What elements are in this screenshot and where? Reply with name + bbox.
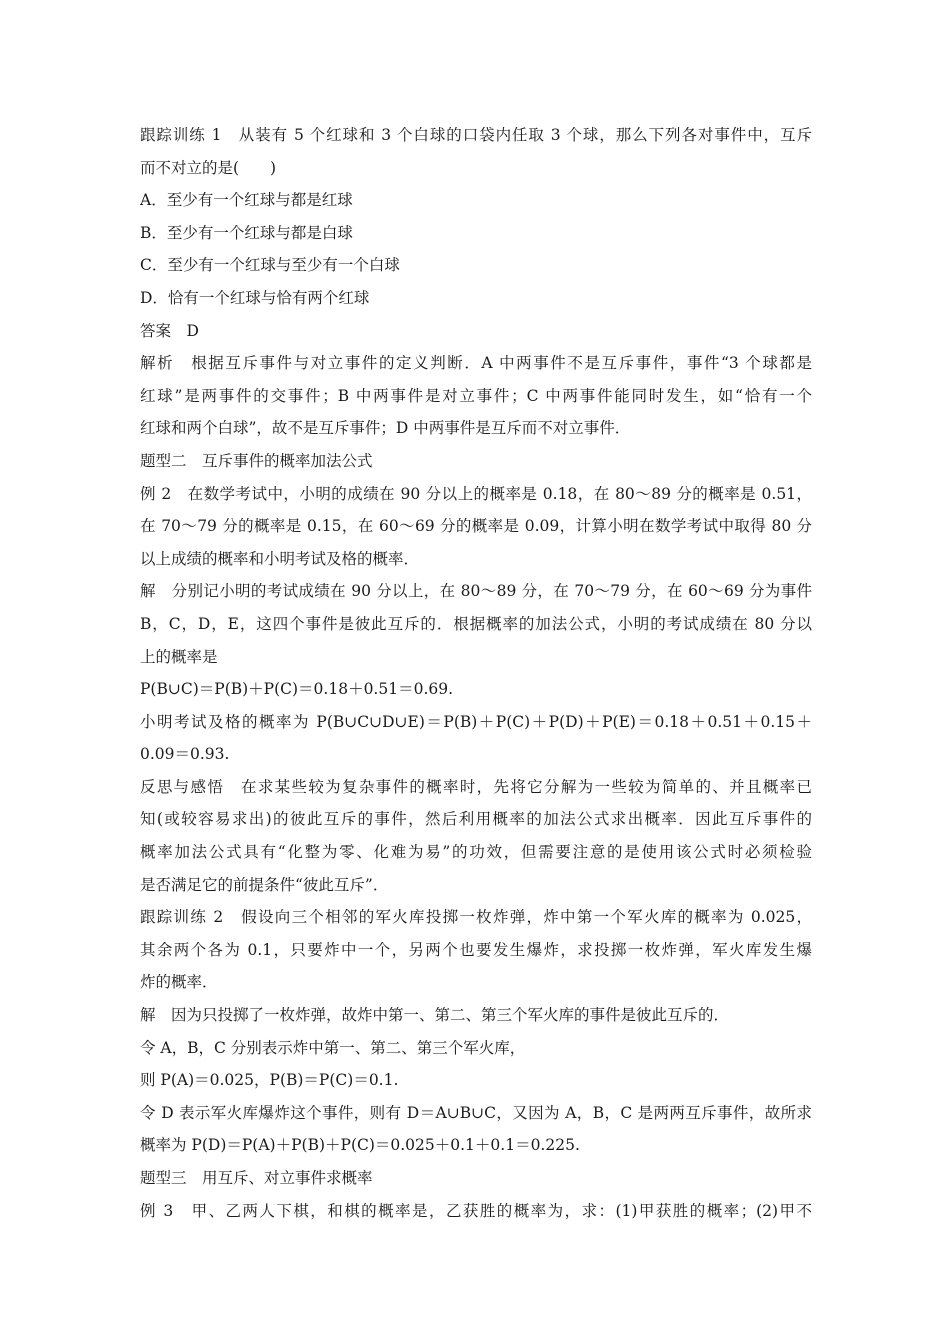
document-body (140, 119, 812, 1227)
solution-2-line-3: 上的概率是 (140, 647, 218, 666)
reflection-line-2: 知(或较容易求出)的彼此互斥的事件，然后利用概率的加法公式求出概率．因此互斥事件的 (140, 810, 812, 829)
exercise-2-solution-line-2: 令 A，B，C 分别表示炸中第一、第二、第三个军火库， (140, 1038, 526, 1057)
exercise-1-line-2: 而不对立的是( ) (140, 158, 277, 177)
exercise-2-solution-line-1: 解 因为只投掷了一枚炸弹，故炸中第一、第二、第三个军火库的事件是彼此互斥的． (140, 1006, 730, 1025)
reflection-line-1: 反思与感悟 在求某些较为复杂事件的概率时，先将它分解为一些较为简单的、并且概率已 (140, 777, 812, 796)
section-heading-3: 题型三 用互斥、对立事件求概率 (140, 1169, 373, 1187)
example-2-line-2: 在 70～79 分的概率是 0.15，在 60～69 分的概率是 0.09，计算小明在数学考试中取得 80 分 (140, 517, 812, 536)
option-a: A．至少有一个红球与都是红球 (140, 191, 353, 210)
option-b: B．至少有一个红球与都是白球 (140, 223, 353, 242)
analysis-line-2: 红球”是两事件的交事件；B 中两事件是对立事件；C 中两事件能同时发生，如“恰有一个 (140, 386, 812, 405)
analysis-line-3: 红球和两个白球”，故不是互斥事件；D 中两事件是互斥而不对立事件． (140, 419, 631, 438)
exercise-2-solution-line-5: 概率为 P(D)＝P(A)＋P(B)＋P(C)＝0.025＋0.1＋0.1＝0.225. (140, 1136, 580, 1155)
exercise-2-solution-line-3: 则 P(A)＝0.025，P(B)＝P(C)＝0.1. (140, 1071, 399, 1090)
exercise-2-line-3: 炸的概率． (140, 973, 218, 992)
answer-line: 答案 D (140, 321, 199, 340)
analysis-line-1: 解析 根据互斥事件与对立事件的定义判断．A 中两事件不是互斥事件，事件“3 个球都是 (140, 354, 812, 373)
reflection-line-3: 概率加法公式具有“化整为零、化难为易”的功效，但需要注意的是使用该公式时必须检验 (140, 843, 812, 862)
exercise-1-line-1: 跟踪训练 1 从装有 5 个红球和 3 个白球的口袋内任取 3 个球，那么下列各对事件中，互斥 (140, 126, 812, 144)
example-3-line-1: 例 3 甲、乙两人下棋，和棋的概率是，乙获胜的概率为，求：(1)甲获胜的概率；(2)甲不 (140, 1201, 812, 1220)
solution-2-formula-3: 0.09＝0.93. (140, 745, 230, 764)
solution-2-formula-2: 小明考试及格的概率为 P(B∪C∪D∪E)＝P(B)＋P(C)＋P(D)＋P(E)＝0.18＋0.51＋0.15＋ (140, 712, 812, 731)
example-2-line-3: 以上成绩的概率和小明考试及格的概率． (140, 549, 420, 568)
example-2-line-1: 例 2 在数学考试中，小明的成绩在 90 分以上的概率是 0.18，在 80～89 分的概率是 0.51， (140, 484, 812, 503)
option-c: C．至少有一个红球与至少有一个白球 (140, 256, 400, 275)
solution-2-formula-1: P(B∪C)＝P(B)＋P(C)＝0.18＋0.51＝0.69. (140, 680, 454, 699)
solution-2-line-2: B，C，D，E，这四个事件是彼此互斥的．根据概率的加法公式，小明的考试成绩在 80 分以 (140, 614, 812, 633)
exercise-2-line-2: 其余两个各为 0.1，只要炸中一个，另两个也要发生爆炸，求投掷一枚炸弹，军火库发生爆 (140, 940, 812, 959)
reflection-line-4: 是否满足它的前提条件“彼此互斥”． (140, 875, 389, 894)
solution-2-line-1: 解 分别记小明的考试成绩在 90 分以上，在 80～89 分，在 70～79 分，在 60～69 分为事件 (140, 582, 812, 601)
section-heading-2: 题型二 互斥事件的概率加法公式 (140, 451, 373, 470)
exercise-2-line-1: 跟踪训练 2 假设向三个相邻的军火库投掷一枚炸弹，炸中第一个军火库的概率为 0.025， (140, 908, 812, 927)
exercise-2-solution-line-4: 令 D 表示军火库爆炸这个事件，则有 D＝A∪B∪C，又因为 A，B，C 是两两互斥事件，故所求 (140, 1103, 812, 1122)
option-d: D．恰有一个红球与恰有两个红球 (140, 288, 370, 307)
